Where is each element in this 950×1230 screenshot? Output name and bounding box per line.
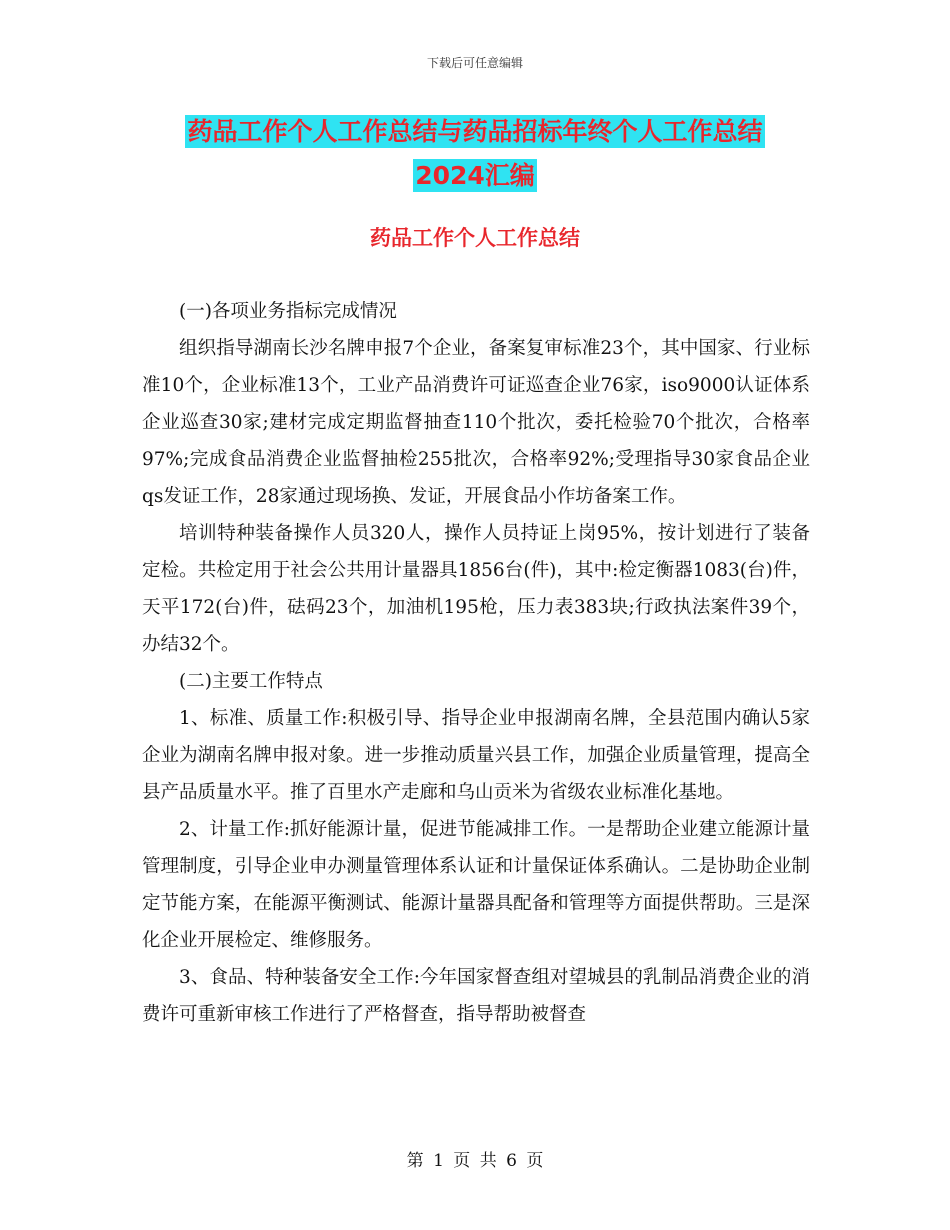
document-title [140,110,810,198]
page-header-note: 下载后可任意编辑 [426,56,523,70]
paragraph: 2、计量工作:抓好能源计量，促进节能减排工作。一是帮助企业建立能源计量管理制度，引导企业申办测量管理体系认证和计量保证体系确认。二是协助企业制定节能方案，在能源平衡测试、能源计量器具配备和管理等方面提供帮助。三是深化企业开展检定、维修服务。 [142,819,810,951]
document-body [142,293,810,1033]
paragraph: 3、食品、特种装备安全工作:今年国家督查组对望城县的乳制品消费企业的消费许可重新审核工作进行了严格督查，指导帮助被督查 [142,967,810,1025]
document-title-line-1: 药品工作个人工作总结与药品招标年终个人工作总结 [187,117,763,146]
paragraph: 组织指导湖南长沙名牌申报7个企业，备案复审标准23个，其中国家、行业标准10个，企业标准13个，工业产品消费许可证巡查企业76家，iso9000认证体系企业巡查30家;建材完成定期监督抽查110个批次，委托检验70个批次，合格率97%;完成食品消费企业监督抽检255批次，合格率92%;受理指导30家食品企业qs发证工作，28家通过现场换、发证，开展食品小作坊备案工作。 [142,338,810,507]
section-title: 药品工作个人工作总结 [370,226,580,250]
paragraph: 1、标准、质量工作:积极引导、指导企业申报湖南名牌，全县范围内确认5家企业为湖南名牌申报对象。进一步推动质量兴县工作，加强企业质量管理，提高全县产品质量水平。推了百里水产走廊和乌山贡米为省级农业标准化基地。 [142,708,810,803]
page-number: 第 1 页 共 6 页 [406,1151,544,1171]
paragraph-heading-1: (一)各项业务指标完成情况 [179,301,397,322]
paragraph-heading-2: (二)主要工作特点 [179,671,323,692]
paragraph: 培训特种装备操作人员320人，操作人员持证上岗95%，按计划进行了装备定检。共检定用于社会公共用计量器具1856台(件)，其中:检定衡器1083(台)件，天平172(台)件，砝码23个，加油机195枪，压力表383块;行政执法案件39个，办结32个。 [142,523,810,655]
document-title-line-2: 2024汇编 [415,161,535,190]
